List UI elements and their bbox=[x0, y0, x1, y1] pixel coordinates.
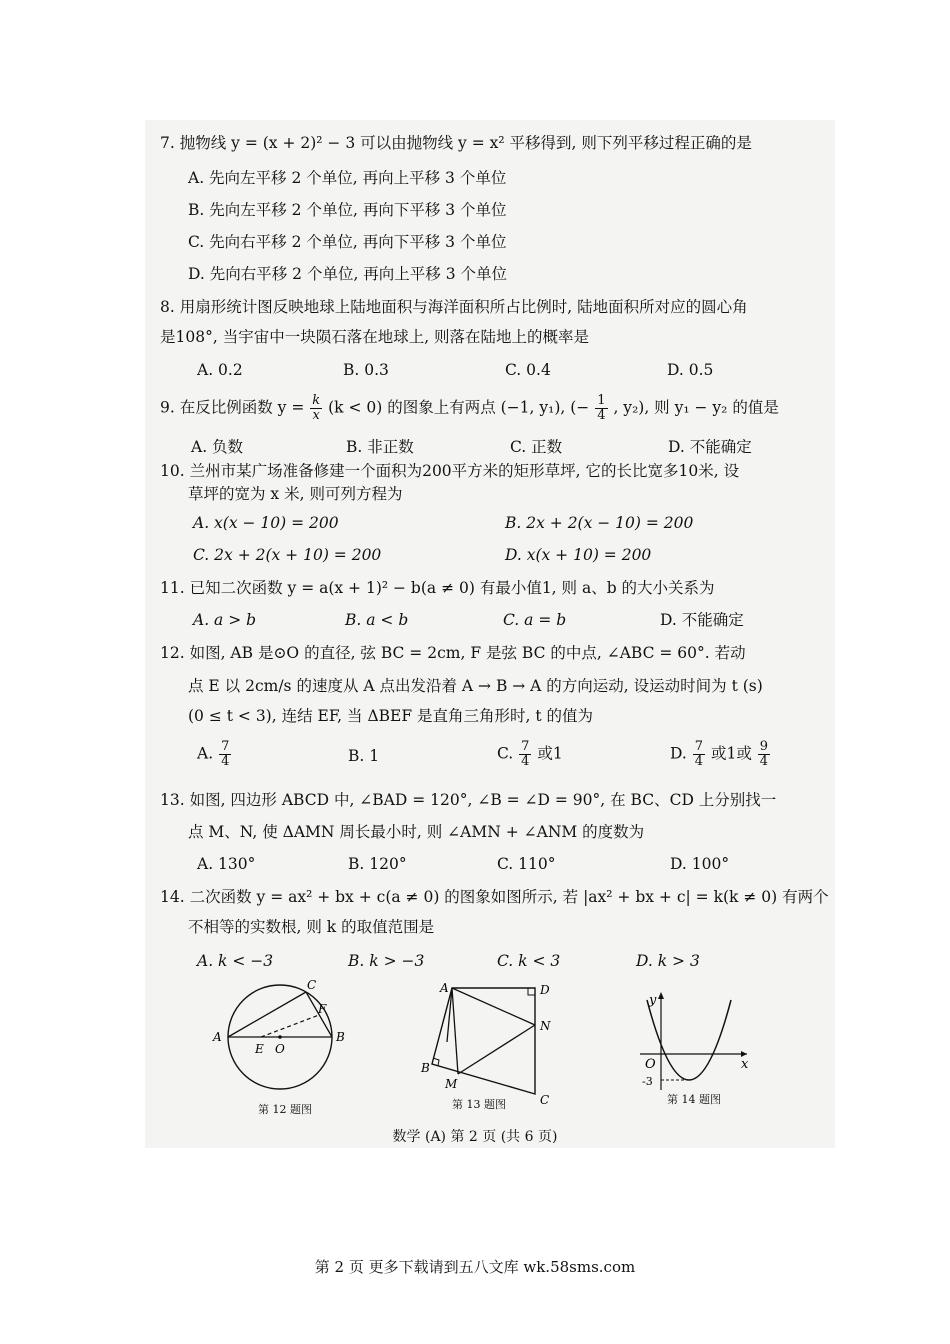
q12-option-b: B. 1 bbox=[348, 747, 380, 765]
fig13-label-d: D bbox=[540, 983, 550, 997]
q12-optC-fraction bbox=[519, 740, 531, 769]
q7-option-d: D. 先向右平移 2 个单位, 再向上平移 3 个单位 bbox=[188, 265, 508, 283]
q12-option-c bbox=[497, 740, 563, 769]
fig14-label-y: y bbox=[649, 993, 657, 1008]
q9-option-c: C. 正数 bbox=[510, 438, 563, 456]
page-footer: 第 2 页 更多下载请到五八文库 wk.58sms.com bbox=[314, 1258, 636, 1276]
q11-option-a: A. a > b bbox=[193, 611, 257, 629]
q9-frac-den: x bbox=[312, 408, 320, 423]
q9-frac-num: k bbox=[312, 393, 321, 408]
fig13-label-a: A bbox=[440, 981, 449, 995]
q7-option-a: A. 先向左平移 2 个单位, 再向上平移 3 个单位 bbox=[188, 169, 507, 187]
fig13-label-m: M bbox=[445, 1077, 458, 1091]
q14-line1: 14. 二次函数 y = ax² + bx + c(a ≠ 0) 的图象如图所示, 若 |ax² + bx + c| = k(k ≠ 0) 有两个 bbox=[160, 888, 829, 906]
q13-line1: 13. 如图, 四边形 ABCD 中, ∠BAD = 120°, ∠B = ∠D = 90°, 在 BC、CD 上分别找一 bbox=[160, 791, 777, 809]
figure-14-parabola-graph bbox=[625, 990, 775, 1095]
q12-optC-post: 或1 bbox=[537, 744, 563, 763]
q12-optA-den: 4 bbox=[221, 754, 230, 769]
q10-line1: 10. 兰州市某广场准备修建一个面积为200平方米的矩形草坪, 它的长比宽多10米, 设 bbox=[160, 462, 740, 480]
q11-option-c: C. a = b bbox=[503, 611, 567, 629]
fig13-label-b: B bbox=[421, 1061, 430, 1075]
q12-optD-mid: 或1或 bbox=[710, 744, 752, 763]
q9-fraction-k bbox=[310, 394, 322, 423]
figure-13-quadrilateral-diagram bbox=[410, 980, 560, 1105]
q9-option-d: D. 不能确定 bbox=[668, 438, 752, 456]
q7-stem: 7. 抛物线 y = (x + 2)² − 3 可以由抛物线 y = x² 平移得到, 则下列平移过程正确的是 bbox=[160, 134, 752, 152]
q12-line3: (0 ≤ t < 3), 连结 EF, 当 ΔBEF 是直角三角形时, t 的值为 bbox=[188, 707, 594, 725]
fig13-label-n: N bbox=[540, 1019, 551, 1033]
q8-option-b: B. 0.3 bbox=[343, 361, 389, 379]
q12-optA-num: 7 bbox=[221, 739, 230, 754]
q12-option-d bbox=[670, 740, 771, 769]
q8-line1: 8. 用扇形统计图反映地球上陆地面积与海洋面积所占比例时, 陆地面积所对应的圆心角 bbox=[160, 298, 748, 316]
q8-option-d: D. 0.5 bbox=[667, 361, 714, 379]
q8-option-c: C. 0.4 bbox=[505, 361, 551, 379]
q13-option-b: B. 120° bbox=[348, 855, 407, 873]
q9-option-b: B. 非正数 bbox=[346, 438, 414, 456]
q7-option-b: B. 先向左平移 2 个单位, 再向下平移 3 个单位 bbox=[188, 201, 507, 219]
q14-line2: 不相等的实数根, 则 k 的取值范围是 bbox=[188, 918, 435, 936]
q13-option-c: C. 110° bbox=[497, 855, 556, 873]
fig14-label-origin: O bbox=[645, 1057, 656, 1072]
figure-13-caption: 第 13 题图 bbox=[452, 1098, 506, 1111]
q12-line1: 12. 如图, AB 是⊙O 的直径, 弦 BC = 2cm, F 是弦 BC 的中点, ∠ABC = 60°. 若动 bbox=[160, 644, 746, 662]
q12-optC-letter: C. bbox=[497, 744, 514, 763]
fig12-label-f: F bbox=[318, 1002, 327, 1016]
fig12-label-e: E bbox=[255, 1042, 264, 1056]
scan-page-number: 数学 (A) 第 2 页 (共 6 页) bbox=[392, 1129, 558, 1145]
fig12-label-b: B bbox=[336, 1030, 345, 1044]
q12-optC-den: 4 bbox=[521, 754, 530, 769]
q11-stem: 11. 已知二次函数 y = a(x + 1)² − b(a ≠ 0) 有最小值1, 则 a、b 的大小关系为 bbox=[160, 579, 715, 597]
q9-fraction-quarter bbox=[595, 394, 607, 423]
q12-optD-num1: 7 bbox=[694, 739, 704, 754]
q14-option-d: D. k > 3 bbox=[636, 952, 700, 970]
fig12-label-c: C bbox=[307, 978, 317, 992]
q10-option-b: B. 2x + 2(x − 10) = 200 bbox=[505, 514, 694, 532]
q9-pre: 9. 在反比例函数 y = bbox=[160, 398, 305, 417]
q12-optD-den2: 4 bbox=[759, 754, 769, 769]
q9-post: , y₂), 则 y₁ − y₂ 的值是 bbox=[613, 398, 779, 417]
q12-optD-fraction1 bbox=[693, 740, 705, 769]
q10-option-d: D. x(x + 10) = 200 bbox=[505, 546, 652, 564]
fig12-label-a: A bbox=[213, 1030, 222, 1044]
q9-mid: (k < 0) 的图象上有两点 (−1, y₁), (− bbox=[328, 398, 590, 417]
fig14-label-x: x bbox=[741, 1057, 749, 1072]
q13-option-d: D. 100° bbox=[670, 855, 730, 873]
q12-option-a bbox=[197, 740, 232, 769]
q14-option-a: A. k < −3 bbox=[197, 952, 274, 970]
figure-14-caption: 第 14 题图 bbox=[667, 1093, 721, 1106]
q10-line2: 草坪的宽为 x 米, 则可列方程为 bbox=[188, 485, 403, 503]
q13-option-a: A. 130° bbox=[197, 855, 256, 873]
q12-optD-letter: D. bbox=[670, 744, 687, 763]
q9-frac2-den: 4 bbox=[597, 408, 606, 423]
q10-option-c: C. 2x + 2(x + 10) = 200 bbox=[193, 546, 382, 564]
q7-option-c: C. 先向右平移 2 个单位, 再向下平移 3 个单位 bbox=[188, 233, 507, 251]
figure-12-caption: 第 12 题图 bbox=[258, 1103, 312, 1116]
q9-option-a: A. 负数 bbox=[191, 438, 244, 456]
q8-option-a: A. 0.2 bbox=[197, 361, 243, 379]
q14-option-c: C. k < 3 bbox=[497, 952, 561, 970]
fig13-label-c: C bbox=[540, 1093, 550, 1105]
q11-option-b: B. a < b bbox=[345, 611, 409, 629]
figure-12-circle-diagram bbox=[205, 975, 355, 1100]
q11-option-d: D. 不能确定 bbox=[660, 611, 744, 629]
q12-optD-num2: 9 bbox=[759, 739, 769, 754]
q10-option-a: A. x(x − 10) = 200 bbox=[193, 514, 339, 532]
q12-optD-fraction2 bbox=[758, 740, 770, 769]
q12-optD-den1: 4 bbox=[694, 754, 704, 769]
q14-option-b: B. k > −3 bbox=[348, 952, 425, 970]
q13-line2: 点 M、N, 使 ΔAMN 周长最小时, 则 ∠AMN + ∠ANM 的度数为 bbox=[188, 823, 645, 841]
q12-optA-letter: A. bbox=[197, 744, 214, 763]
q9-frac2-num: 1 bbox=[597, 393, 606, 408]
q8-line2: 是108°, 当宇宙中一块陨石落在地球上, 则落在陆地上的概率是 bbox=[160, 328, 590, 346]
q12-optA-fraction bbox=[219, 740, 231, 769]
q12-optC-num: 7 bbox=[521, 739, 530, 754]
q12-line2: 点 E 以 2cm/s 的速度从 A 点出发沿着 A → B → A 的方向运动, 设运动时间为 t (s) bbox=[188, 677, 763, 695]
fig14-label-minus3: -3 bbox=[642, 1075, 653, 1088]
fig12-label-o: O bbox=[275, 1042, 285, 1056]
q9-stem bbox=[160, 394, 779, 423]
